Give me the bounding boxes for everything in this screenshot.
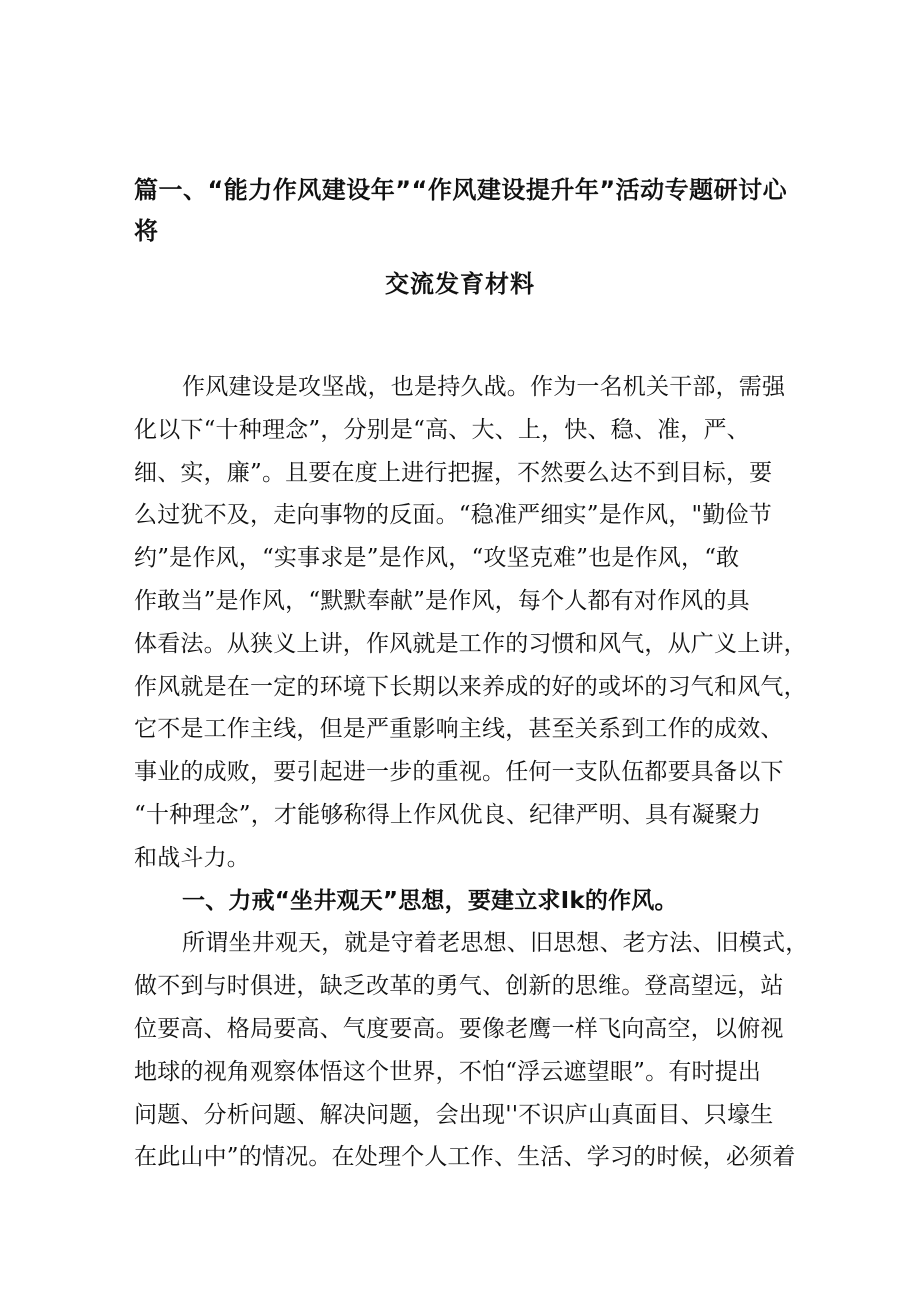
paragraph-line: 作风建设是攻坚战，也是持久战。作为一名机关干部，需强 bbox=[182, 374, 786, 400]
paragraph-line: 做不到与时俱进，缺乏改革的勇气、创新的思维。登高望远，站 bbox=[134, 973, 784, 1000]
paragraph-line: 么过犹不及，走向事物的反面。“稳准严细实”是作风，"勤俭节 bbox=[134, 502, 772, 529]
paragraph-line: 事业的成败，要引起进一步的重视。任何一支队伍都要具备以下 bbox=[134, 759, 784, 786]
paragraph-line: 约”是作风，“实事求是”是作风，“攻坚克难”也是作风，“敢 bbox=[134, 545, 740, 572]
paragraph-line: 在此山中”的情况。在处理个人工作、生活、学习的时候，必须着 bbox=[134, 1144, 796, 1171]
paragraph-line: 位要高、格局要高、气度要高。要像老鹰一样飞向高空，以俯视 bbox=[134, 1015, 784, 1042]
paragraph-line: 问题、分析问题、解决问题，会出现''不识庐山真面目、只壕生 bbox=[134, 1101, 774, 1128]
paragraph-line: 和战斗力。 bbox=[134, 844, 250, 871]
paragraph-line: 作风就是在一定的环境下长期以来养成的好的或坏的习气和风气， bbox=[134, 673, 807, 700]
document-title: 篇一、“能力作风建设年”“作风建设提升年”活动专题研讨心 bbox=[134, 176, 788, 204]
paragraph-line: 所谓坐井观天，就是守着老思想、旧思想、老方法、旧模式， bbox=[182, 930, 809, 957]
paragraph-line: 它不是工作主线，但是严重影响主线，甚至关系到工作的成效、 bbox=[134, 716, 784, 743]
document-subtitle: 交流发育材料 bbox=[385, 270, 535, 298]
paragraph-line: 细、实，廉”。且要在度上进行把握，不然要么达不到目标，要 bbox=[134, 459, 773, 486]
paragraph-line: 体看法。从狭义上讲，作风就是工作的习惯和风气，从广义上讲， bbox=[134, 630, 807, 657]
paragraph-line: 地球的视角观察体悟这个世界，不怕“浮云遮望眼”。有时提出 bbox=[134, 1058, 762, 1085]
document-body bbox=[134, 366, 809, 1179]
document-title-continued: 将 bbox=[134, 217, 158, 245]
paragraph-line: “十种理念”，才能够称得上作风优良、纪律严明、具有凝聚力 bbox=[134, 801, 762, 828]
paragraph-line: 化以下“十种理念”，分别是“高、大、上，快、稳、准，严、 bbox=[134, 416, 750, 443]
section-heading: 一、力戒“坐井观天”思想，要建立求Ik的作风。 bbox=[182, 887, 678, 914]
paragraph-line: 作敢当”是作风，“默默奉献”是作风，每个人都有对作风的具 bbox=[134, 587, 750, 614]
